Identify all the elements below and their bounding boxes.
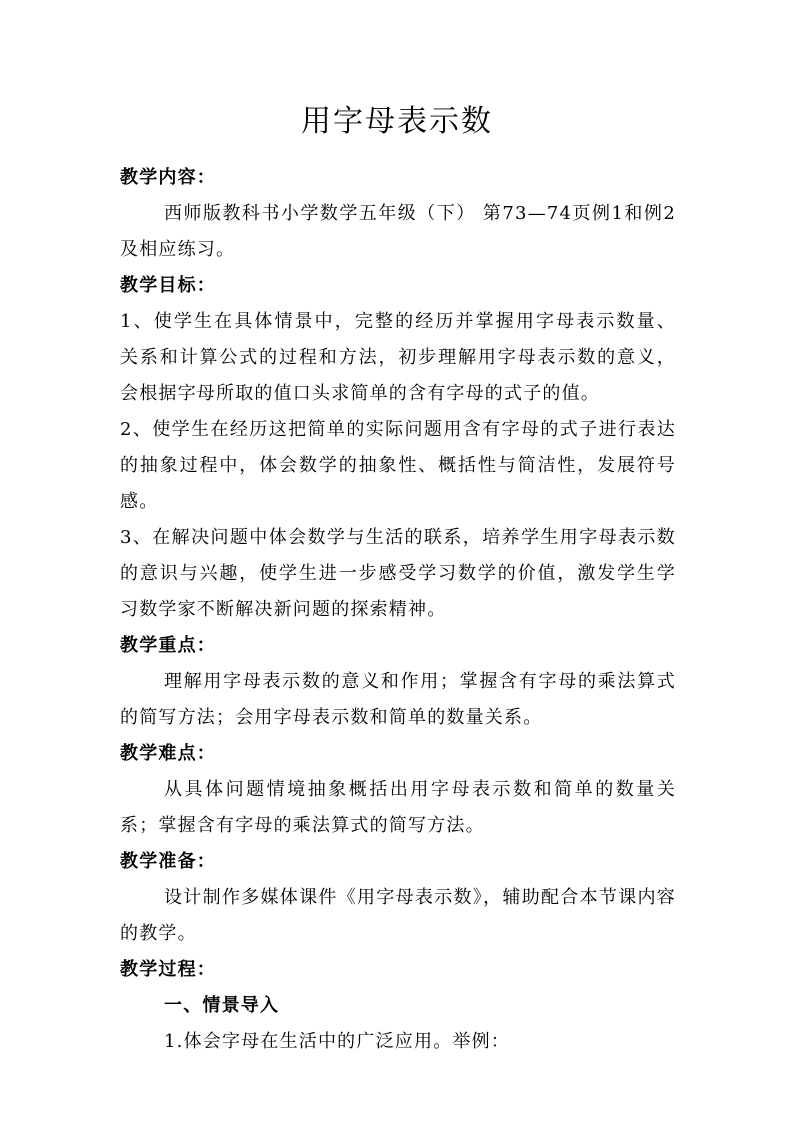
preparation-heading: 教学准备： xyxy=(120,851,216,872)
content-heading: 教学内容： xyxy=(120,167,216,188)
process-heading: 教学过程： xyxy=(120,959,216,980)
goals-heading: 教学目标： xyxy=(120,275,216,296)
content-text: 西师版教科书小学数学五年级（下） 第73—74页例1和例2及相应练习。 xyxy=(120,203,676,260)
preparation-text: 设计制作多媒体课件《用字母表示数》，辅助配合本节课内容的教学。 xyxy=(120,887,676,944)
goal-2: 2、使学生在经历这把简单的实际问题用含有字母的式子进行表达的抽象过程中，体会数学的抽象性、概括性与简洁性，发展符号感。 xyxy=(120,419,676,512)
goal-1: 1、使学生在具体情景中，完整的经历并掌握用字母表示数量、 关系和计算公式的过程和方法，初步理解用字母表示数的意义，会根据字母所取的值口头求简单的含有字母的式子的值。 xyxy=(120,311,676,404)
process-subheading: 一、情景导入 xyxy=(164,995,280,1016)
difficulty-heading: 教学难点： xyxy=(120,743,216,764)
key-points-heading: 教学重点： xyxy=(120,635,216,656)
document-body xyxy=(120,160,676,1060)
difficulty-text: 从具体问题情境抽象概括出用字母表示数和简单的数量关系；掌握含有字母的乘法算式的简写方法。 xyxy=(120,779,676,836)
process-item: 1.体会字母在生活中的广泛应用。举例： xyxy=(164,1031,510,1052)
goal-3: 3、在解决问题中体会数学与生活的联系，培养学生用字母表示数的意识与兴趣，使学生进一步感受学习数学的价值，激发学生学习数学家不断解决新问题的探索精神。 xyxy=(120,527,676,620)
document-title: 用字母表示数 xyxy=(301,104,493,139)
key-points-text: 理解用字母表示数的意义和作用；掌握含有字母的乘法算式的简写方法；会用字母表示数和简单的数量关系。 xyxy=(120,671,676,728)
